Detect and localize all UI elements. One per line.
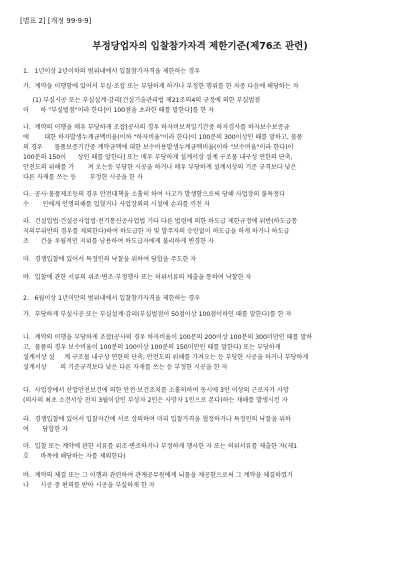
body-line: 지의무위반의 경우를 제외한다)하여 하도급한 자 및 발주자의 승인없이 하도급을 하게 하거나 하도급 <box>23 228 290 235</box>
body-line: 다른 자재를 쓰는 등 부정한 시공을 한 자 <box>23 174 143 181</box>
body-line: 의 경우 물품보증기간중 계약금액에 대한 보수비용발생누계금액비율(이하 "보수비율"이라 한다)이 <box>23 144 294 151</box>
body-line: 에 대한 하자발생누계금액비율(이하 "하자비율"이라 한다)이 100분의 300이상인 때를 말하고, 물품 <box>23 134 303 141</box>
section-heading: 1. 1년이상 2년이하의 범위내에서 입찰참가자격을 제한하는 경우 <box>23 68 201 75</box>
body-line: 바. 입찰에 관한 서류의 위조·변조·부정행사 또는 허위서류의 제출을 통하여 낙찰한 자 <box>23 274 252 281</box>
body-line: 호 바목에 해당하는 자를 제외한다) <box>23 453 126 460</box>
body-line: 바. 계약의 체결 또는 그 이행과 관련하여 관계공무원에게 뇌물을 제공함으로써 그 계약을 체결하였거 <box>23 472 293 479</box>
body-line: 안전도의 위해를 가 져 오는등 부당한 시공을 하거나 매우 부당하게 설계서상의 기준 규격보다 낮은 <box>23 164 297 171</box>
body-line: 라. 건설업법·건설공사업법·전기통신공사업법 기타 다른 법령에 의한 하도급 제한규정에 위반(하도급통 <box>23 218 298 225</box>
document-title: 부정당업자의 입찰참가자격 제한기준(제76조 관련) <box>92 41 308 52</box>
body-line: 가. 부당하게 부실시공 또는 부실설계·감리(부실벌점이 50점이상 100점이하인 때를 말한다)를 한 자 <box>23 311 292 318</box>
body-line: 이 하 "부실벌점"이라 한다]이 100점을 초과한 때를 말한다]를 한 자 <box>23 107 215 114</box>
body-line: 다. 공사·물품제조등의 경우 안전대책을 소홀히 하여 사고가 발생함으로써 당해 사업장의 불특정다 <box>23 191 286 198</box>
body-line: 나. 계약의 이행을 매우 부당하게 조잡[공사의 경우 하자비보적일기간중 하자검사를 하자보수보증금 <box>23 124 290 131</box>
revision-header: [별표 2] [개정 99·9·9] <box>20 17 92 25</box>
body-line: 나. 계약의 이행을 부당하게 조잡(공사의 경우 하자비율이 100분의 200이상 100분의 300미만인 때를 말하 <box>23 334 313 341</box>
body-line: (의사의 최초 소견서상 전치 3월이상인 부상자 2인은 사망자 1인으로 본다)하는 재해를 발생시킨 자 <box>23 397 288 404</box>
body-line: 여 담합한 자 <box>23 426 68 433</box>
body-line: 설계서상 설 계 구조물 내구성 연한의 단축, 안전도의 위해를 가져오는 등 부당한 시공을 하거나 부당하게 <box>23 354 309 361</box>
body-line: 마. 경쟁입찰에 있어서 특정인의 낙찰을 위하여 담합을 주도한 자 <box>23 256 197 263</box>
section-heading: 2. 6월이상 1년미만의 범위내에서 입찰참가자격을 제한하는 경우 <box>23 295 201 302</box>
body-line: 설계서상 의 기준규격보다 낮은 다른 자재를 쓰는 등 부정한 시공을 한 자 <box>23 364 228 371</box>
body-line: 100분의 150이 상인 때를 말한다] 또는 매우 부당하게 설계서상 설계 구조물 내구성 연한의 단축, <box>23 154 293 161</box>
body-line: 가. 계약을 이행함에 있어서 부실·조잡 또는 부당하게 하거나 부정한 행위를 한 자중 다음에 해당하는 자 <box>23 83 299 90</box>
body-line: (1) 부실시공 또는 부실설계·감리[건설기술관리법 제21조의4의 규정에 의한 부실벌점 <box>23 97 261 104</box>
body-line: 수 인에게 인명피해를 입혔거나 사업장외의 시설에 손괴를 끼친 자 <box>23 201 210 208</box>
body-line: 조 건을 우월적인 지위를 남용하여 하도급자에게 불리하게 변경한 자 <box>23 238 214 245</box>
body-line: 고, 물품의 경우 보수비율이 100분의 100이상 100분의 150미만인 때를 말한다) 또는 부당하게 <box>23 344 281 351</box>
body-line: 라. 경쟁입찰에 있어서 입찰자간에 서로 상의하여 미리 입찰가격을 협정하거나 특정인의 낙찰을 위하 <box>23 416 291 423</box>
body-line: 다. 사업장에서 산업안전보건에 의한 안전·보건조치를 소홀히하여 동시에 3인 이상의 근로자가 사망 <box>23 387 289 394</box>
body-line: 나 시공 중 편의를 받아 시공을 부실하게 한 자 <box>23 482 155 489</box>
body-line: 마. 입찰 또는 계약에 관한 서류를 위조·변조하거나 부정하게 행사한 자 또는 허위서류를 제출한 자(제1 <box>23 443 298 450</box>
